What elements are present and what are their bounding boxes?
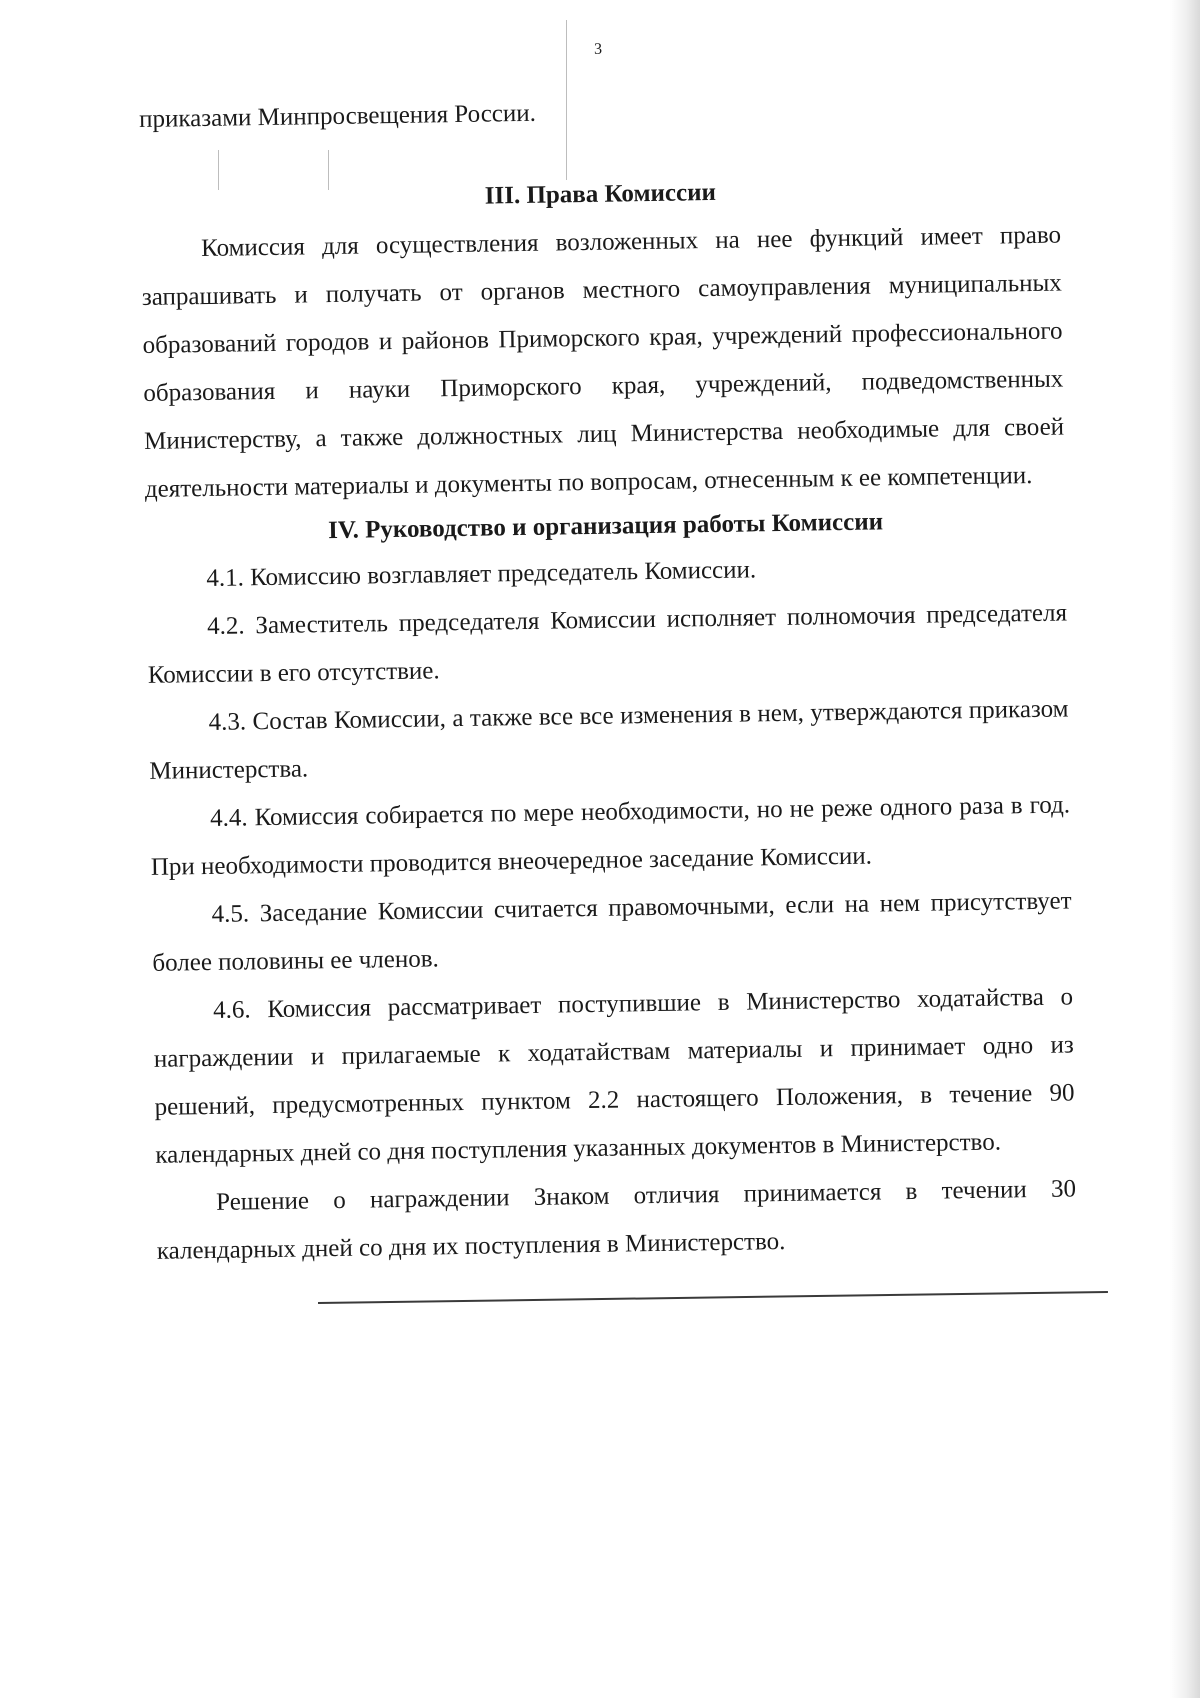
- clause-4-6: 4.6. Комиссия рассматривает поступившие в Министерство ходатайства о награждении и прилагаемые к ходатайствам материалы и принимает одно из решений, предусмотренных пунктом 2.2 настоящего Положения, в течение 90 календарных дней со дня поступления указанных документов в Министерство.: [153, 983, 1075, 1169]
- clause-4-4: 4.4. Комиссия собирается по мере необходимости, но не реже одного раза в год. При необходимости проводится внеочередное заседание Комиссии.: [150, 791, 1071, 881]
- bottom-rule: [318, 1291, 1108, 1304]
- scan-edge-shadow: [1170, 0, 1200, 1698]
- intro-line: приказами Минпросвещения России.: [138, 99, 537, 133]
- decision-paragraph: Решение о награждении Знаком отличия принимается в течении 30 календарных дней со дня их поступления в Министерство.: [156, 1175, 1077, 1265]
- section-3-heading: III. Права Комиссии: [484, 178, 717, 210]
- page-number: 3: [593, 40, 603, 58]
- section-3-paragraph: Комиссия для осуществления возложенных на нее функций имеет право запрашивать и получать от органов местного самоуправления муниципальных образований городов и районов Приморского края, учреждений профессионального образования и науки Приморского края, учреждений, подведомственных Министерству, а также должностных лиц Министерства необходимые для своей деятельности материалы и документы по вопросам, отнесенным к ее компетенции.: [141, 221, 1065, 503]
- document-body: [138, 34, 1077, 1276]
- clause-4-3: 4.3. Состав Комиссии, а также все все изменения в нем, утверждаются приказом Министерства.: [149, 695, 1069, 785]
- clause-4-5: 4.5. Заседание Комиссии считается правомочными, если на нем присутствует более половины ее членов.: [152, 887, 1072, 977]
- clause-4-2: 4.2. Заместитель председателя Комиссии исполняет полномочия председателя Комиссии в его отсутствие.: [147, 599, 1068, 689]
- section-4-heading: IV. Руководство и организация работы Комиссии: [327, 508, 884, 545]
- clause-4-1: 4.1. Комиссию возглавляет председатель Комиссии.: [206, 556, 757, 592]
